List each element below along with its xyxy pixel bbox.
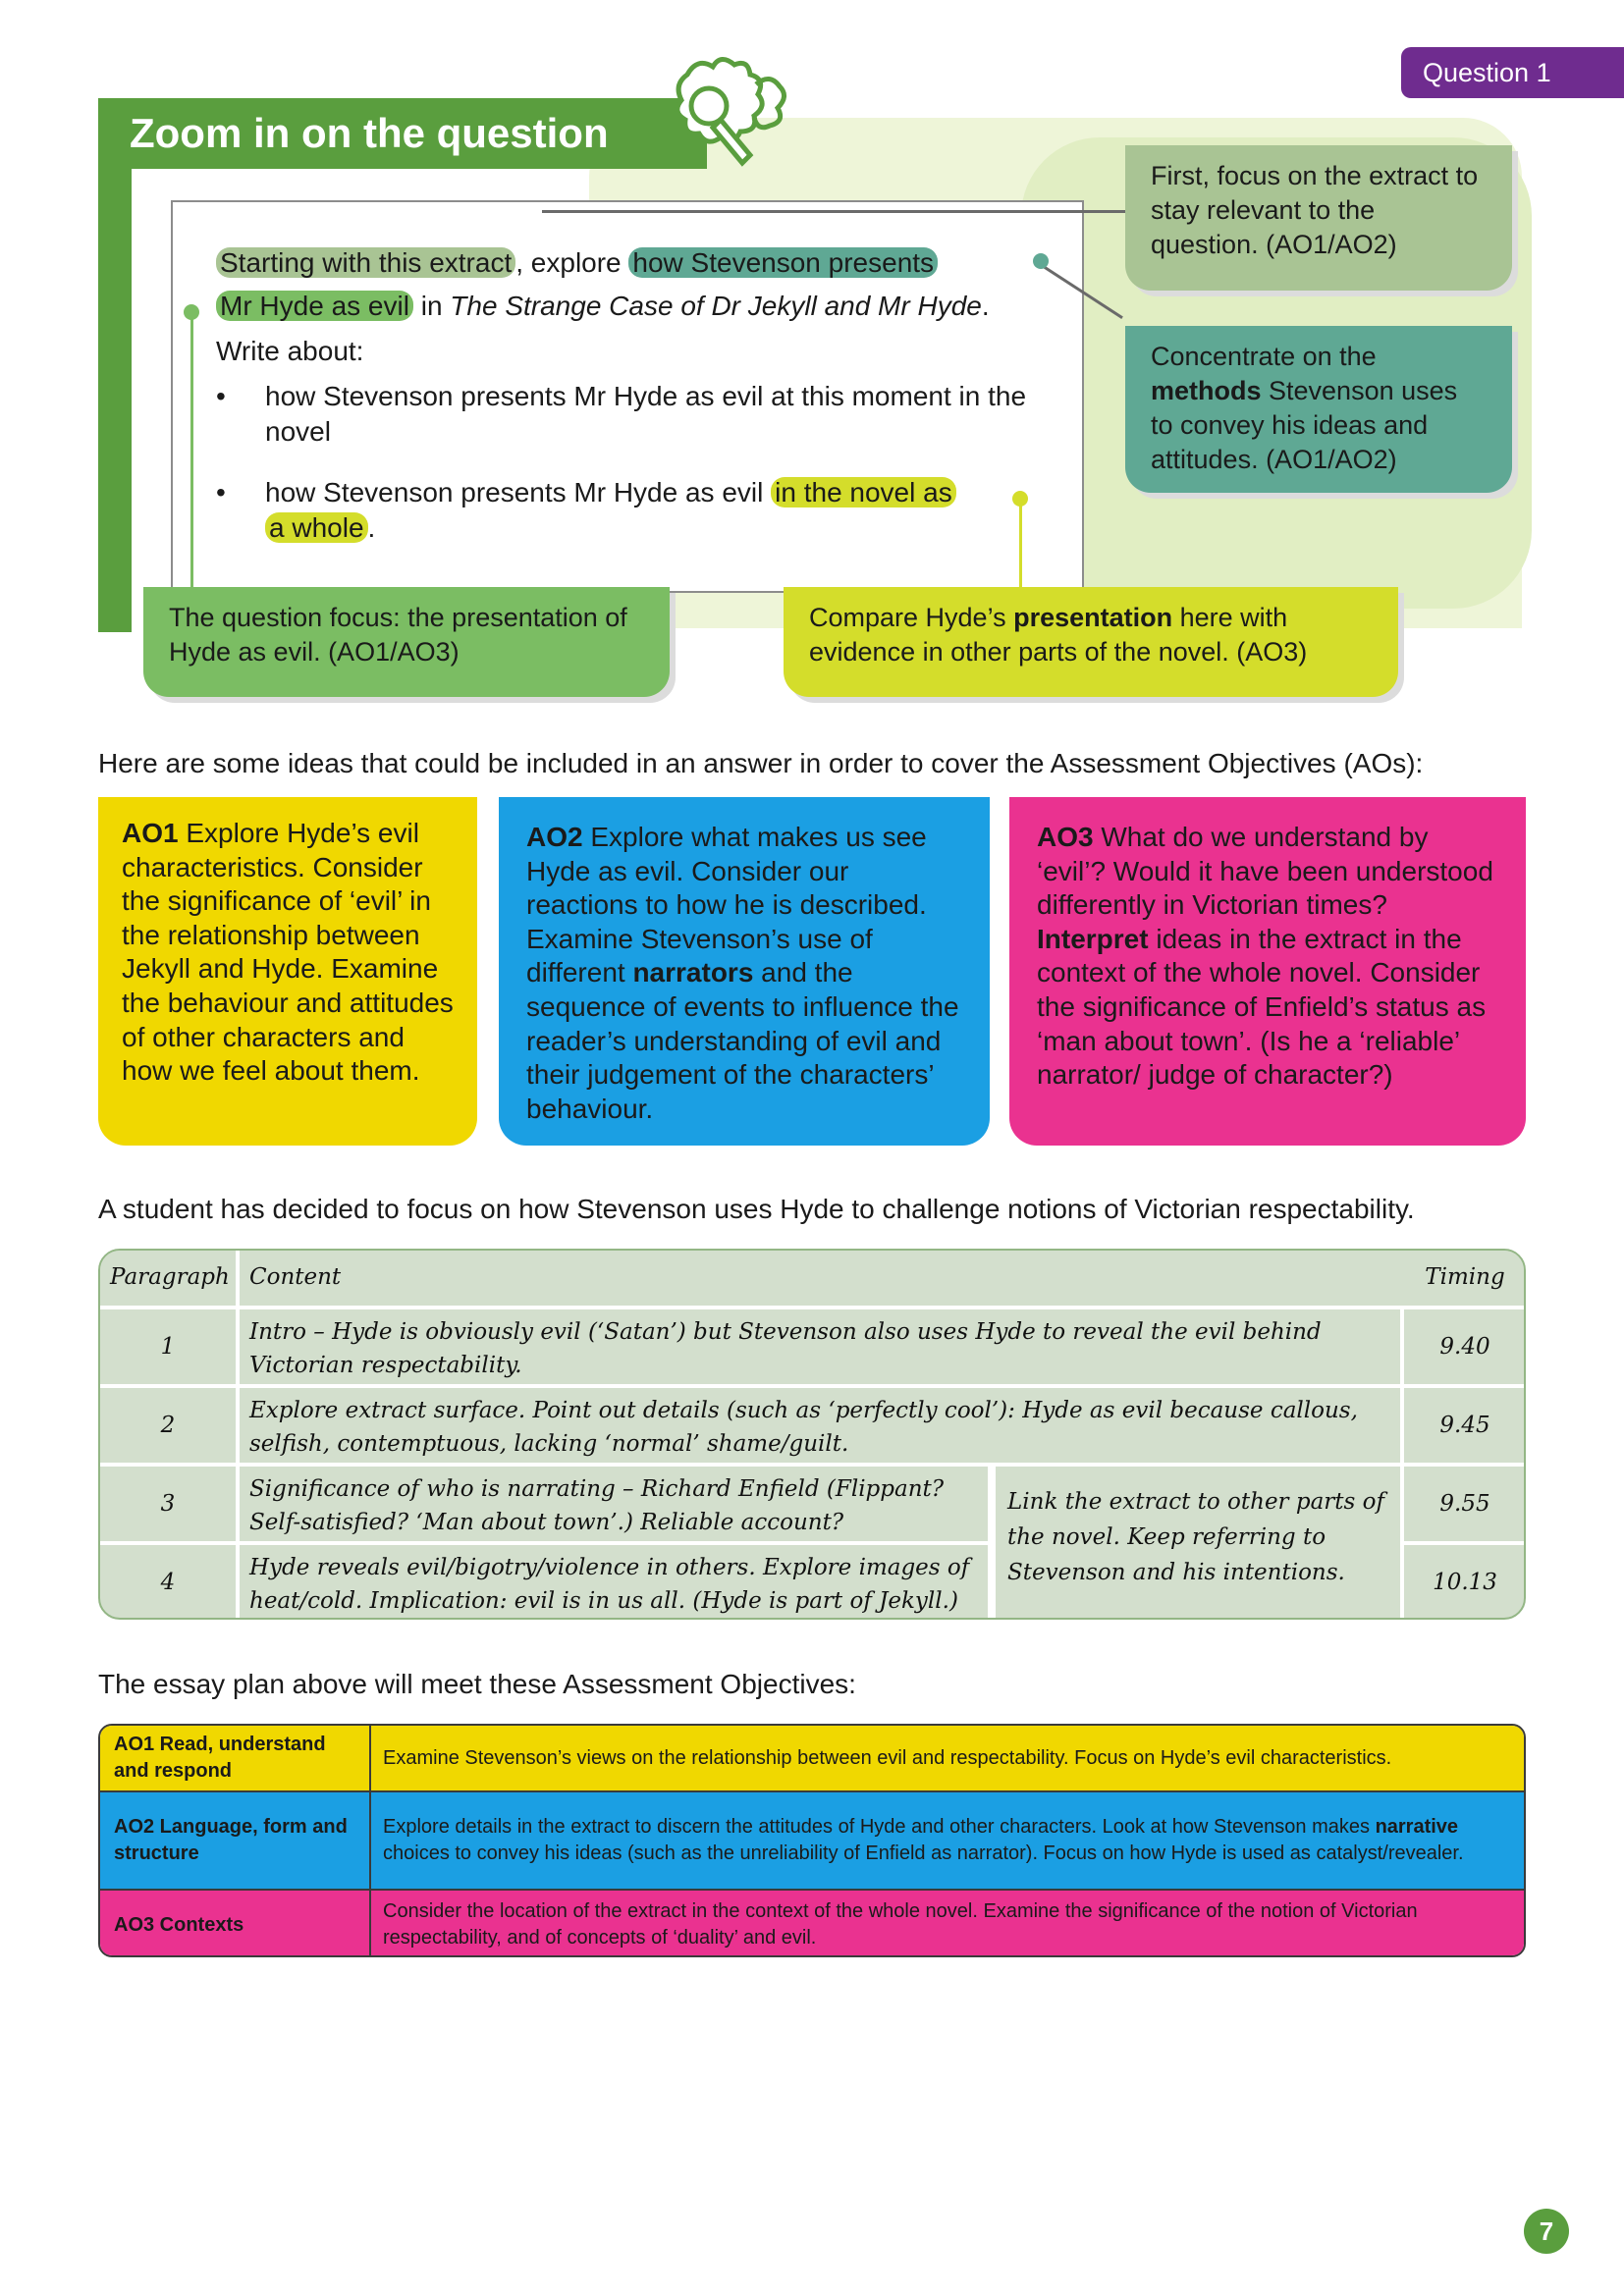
summary-row-ao1 [100, 1726, 1524, 1792]
essay-plan-table [98, 1249, 1526, 1620]
callout-compare: Compare Hyde’s presentation here with evidence in other parts of the novel. (AO3) [784, 587, 1398, 697]
callout-focus-extract: First, focus on the extract to stay relevant to the question. (AO1/AO2) [1125, 145, 1512, 291]
novel-title: The Strange Case of Dr Jekyll and Mr Hyde [450, 291, 982, 321]
callout-question-focus: The question focus: the presentation of Hyde as evil. (AO1/AO3) [143, 587, 670, 697]
summary-label: AO2 Language, form and structure [100, 1792, 371, 1889]
summary-text: Consider the location of the extract in the context of the whole novel. Examine the significance of the notion of Victorian respectability, and of concepts of ‘duality’ and evil. [383, 1900, 1418, 1949]
ao-summary-table [98, 1724, 1526, 1957]
connector-line [542, 210, 1127, 213]
row-timing: 9.55 [1404, 1467, 1526, 1545]
page-number: 7 [1524, 2209, 1569, 2254]
highlight-how-stevenson: how Stevenson presents [628, 247, 938, 278]
summary-label: AO3 Contexts [100, 1891, 371, 1957]
header-content: Content [240, 1251, 1502, 1309]
ao3-box: AO3 What do we understand by ‘evil’? Would it have been understood differently in Victorian times? Interpret ideas in the extract in the context of the whole novel. Consider the significance of Enfield’s status as ‘man about town’. (Is he a ‘reliable’ narrator/ judge of character?) [1009, 797, 1526, 1146]
section-title [98, 98, 707, 169]
question-bullet: • how Stevenson presents Mr Hyde as evil in the novel as a whole . [216, 475, 1080, 554]
title-side-bar [98, 169, 132, 632]
side-note: Link the extract to other parts of the novel. Keep referring to Stevenson and his intentions. [992, 1467, 1404, 1620]
section-title-text: Zoom in on the question [130, 110, 609, 156]
row-timing: 9.45 [1404, 1388, 1526, 1467]
row-timing: 9.40 [1404, 1309, 1526, 1388]
question-tab: Question 1 [1401, 47, 1624, 98]
row-content: Intro – Hyde is obviously evil (‘Satan’) but Stevenson also uses Hyde to reveal the evil behind Victorian respectability. [240, 1309, 1404, 1388]
row-paragraph: 3 [100, 1467, 240, 1545]
row-paragraph: 4 [100, 1545, 240, 1620]
header-paragraph: Paragraph [100, 1251, 240, 1309]
summary-row-ao3 [100, 1891, 1524, 1957]
summary-text: Examine Stevenson’s views on the relationship between evil and respectability. Focus on Hyde’s evil characteristics. [383, 1746, 1392, 1769]
ao-intro-text: Here are some ideas that could be included in an answer in order to cover the Assessment Objectives (AOs): [98, 748, 1424, 778]
puzzle-magnifier-icon [648, 45, 795, 192]
connector-dot [184, 304, 199, 320]
summary-label: AO1 Read, understand and respond [100, 1726, 371, 1790]
summary-text: Explore details in the extract to discern the attitudes of Hyde and other characters. Look at how Stevenson makes narrative choices to convey his ideas (such as the unreliability of Enfield as narrator). Focus on how Hyde is used as catalyst/revealer. [383, 1816, 1464, 1864]
ao2-box: AO2 Explore what makes us see Hyde as evil. Consider our reactions to how he is described. Examine Stevenson’s use of different narrators and the sequence of events to influence the reader’s understanding of evil and their judgement of the characters’ behaviour. [499, 797, 990, 1146]
row-timing: 10.13 [1433, 1570, 1497, 1595]
highlight-extract: Starting with this extract [216, 247, 515, 278]
row-content: Explore extract surface. Point out details (such as ‘perfectly cool’): Hyde as evil because callous, selfish, contemptuous, lacking ‘normal’ shame/guilt. [240, 1388, 1404, 1467]
meet-ao-text: The essay plan above will meet these Assessment Objectives: [98, 1669, 856, 1699]
callout-methods: Concentrate on the methods Stevenson uses to convey his ideas and attitudes. (AO1/AO2) [1125, 326, 1512, 493]
row-content: Hyde reveals evil/bigotry/violence in others. Explore images of heat/cold. Implication: evil is in us all. (Hyde is part of Jekyll.) [240, 1545, 992, 1620]
highlight-hyde-evil: Mr Hyde as evil [216, 291, 413, 321]
summary-row-ao2 [100, 1792, 1524, 1891]
write-about-label: Write about: [216, 336, 364, 366]
connector-line [190, 312, 193, 589]
question-text: Starting with this extract , explore how Stevenson presents Mr Hyde as evil in The Strange Case of Dr Jekyll and Mr Hyde. [216, 241, 1060, 328]
header-timing: Timing [1404, 1251, 1526, 1309]
ao1-box: AO1 Explore Hyde’s evil characteristics. Consider the significance of ‘evil’ in the relationship between Jekyll and Hyde. Examine the behaviour and attitudes of other characters and how we feel about them. [98, 797, 477, 1146]
highlight-novel-whole: in the novel as [771, 477, 956, 507]
question-bullet: • how Stevenson presents Mr Hyde as evil at this moment in the novel [216, 381, 1027, 447]
row-paragraph: 1 [100, 1309, 240, 1388]
row-paragraph: 2 [100, 1388, 240, 1467]
student-focus-text: A student has decided to focus on how Stevenson uses Hyde to challenge notions of Victorian respectability. [98, 1194, 1415, 1224]
row-content: Significance of who is narrating – Richard Enfield (Flippant? Self-satisfied? ‘Man about town’.) Reliable account? [240, 1467, 992, 1545]
highlight-whole: a whole [265, 512, 368, 543]
